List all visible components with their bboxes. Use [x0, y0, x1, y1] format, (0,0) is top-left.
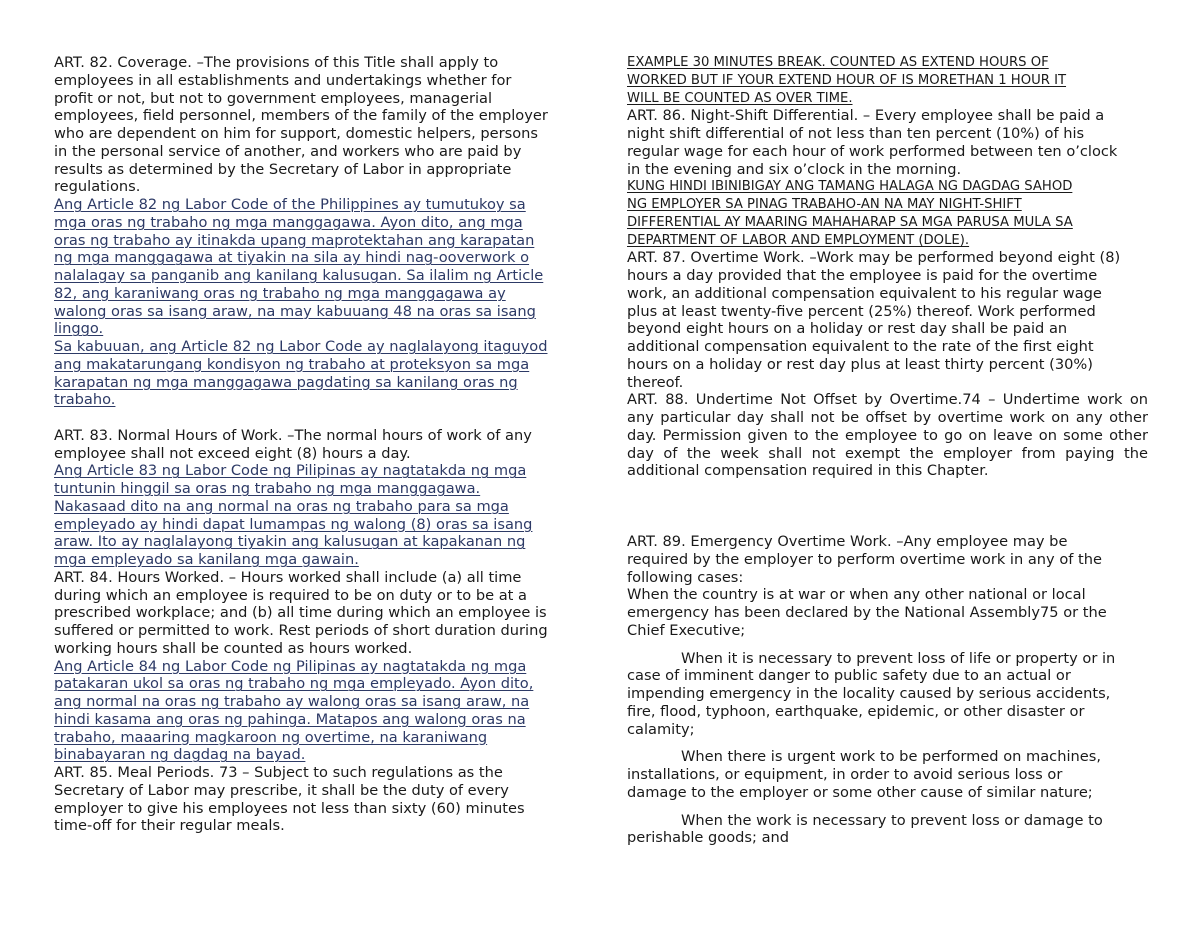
right-column — [627, 54, 1148, 847]
paragraph-spacer — [54, 409, 574, 427]
example-break-note: EXAMPLE 30 MINUTES BREAK. COUNTED AS EXTEND HOURS OF WORKED BUT IF YOUR EXTEND HOUR OF IS MORETHAN 1 HOUR IT WILL BE COUNTED AS OVER TIME. — [627, 55, 1067, 106]
art-88-undertime: ART. 88. Undertime Not Offset by Overtime.74 – Undertime work on any particular day shall not be offset by overtime work on any other day. Permission given to the employee to go on leave on some other day of the week shall not exempt the employer from paying the additional compensation required in this Chapter. — [627, 391, 1148, 480]
art-89-case-loss-of-life: When it is necessary to prevent loss of life or property or in case of imminent danger to public safety due to an actual or impending emergency in the locality caused by serious accidents, fire, flood, typhoon, earthquake, epidemic, or other disaster or calamity; — [627, 649, 1116, 738]
art-85-meal-periods: ART. 85. Meal Periods. 73 – Subject to such regulations as the Secretary of Labor may prescribe, it shall be the duty of every employer to give his employees not less than sixty (60) minutes time-off for their regular meals. — [54, 764, 525, 835]
art-84-tagalog-summary: Ang Article 84 ng Labor Code ng Pilipinas ay nagtatakda ng mga patakaran ukol sa oras ng trabaho ng mga empleyado. Ayon dito, ang normal na oras ng trabaho ay walong oras sa isang araw, na hindi kasama ang oras ng pahinga. Matapos ang walong oras na trabaho, maaaring magkaroon ng overtime, na karaniwang binabayaran ng dagdag na bayad. — [54, 657, 534, 764]
art-86-penalty-note: KUNG HINDI IBINIBIGAY ANG TAMANG HALAGA NG DAGDAG SAHOD NG EMPLOYER SA PINAG TRABAHO-AN NA MAY NIGHT-SHIFT DIFFERENTIAL AY MAARING MAHAHARAP SA MGA PARUSA MULA SA DEPARTMENT OF LABOR AND EMPLOYMENT (DOLE). — [627, 179, 1073, 248]
art-82-coverage: ART. 82. Coverage. –The provisions of this Title shall apply to employees in all establishments and undertakings whether for profit or not, but not to government employees, managerial employees, field personnel, members of the family of the employer who are dependent on him for support, domestic helpers, persons in the personal service of another, and workers who are paid by results as determined by the Secretary of Labor in appropriate regulations. — [54, 54, 548, 196]
art-86-night-shift: ART. 86. Night-Shift Differential. – Every employee shall be paid a night shift differential of not less than ten percent (10%) of his regular wage for each hour of work performed between ten o’clock in the evening and six o’clock in the morning. — [627, 107, 1118, 178]
art-83-normal-hours: ART. 83. Normal Hours of Work. –The normal hours of work of any employee shall not exceed eight (8) hours a day. — [54, 426, 532, 462]
art-89-case-urgent-work: When there is urgent work to be performed on machines, installations, or equipment, in order to avoid serious loss or damage to the employer or some other cause of similar nature; — [627, 748, 1101, 801]
art-87-overtime-work: ART. 87. Overtime Work. –Work may be performed beyond eight (8) hours a day provided that the employee is paid for the overtime work, an additional compensation equivalent to his regular wage plus at least twenty-five percent (25%) thereof. Work performed beyond eight hours on a holiday or rest day shall be paid an additional compensation equivalent to the rate of the first eight hours on a holiday or rest day plus at least thirty percent (30%) thereof. — [627, 249, 1121, 391]
art-82-tagalog-summary: Ang Article 82 ng Labor Code of the Philippines ay tumutukoy sa mga oras ng trabaho ng mga manggagawa. Ayon dito, ang mga oras ng trabaho ay itinakda upang maprotektahan ang karapatan ng mga manggagawa at tiyakin na sila ay hindi nag-ooverwork o nalalagay sa panganib ang kanilang kalusugan. Sa ilalim ng Article 82, ang karaniwang oras ng trabaho ng mga manggagawa ay walong oras sa isang araw, na may kabuuang 48 na oras sa isang linggo. — [54, 196, 544, 338]
art-89-case-perishable-goods: When the work is necessary to prevent loss or damage to perishable goods; and — [627, 811, 1103, 847]
art-89-emergency-overtime: ART. 89. Emergency Overtime Work. –Any employee may be required by the employer to perform overtime work in any of the following cases: When the country is at war or when any other national or local emergency has been declared by the National Assembly75 or the Chief Executive; — [627, 533, 1107, 639]
left-column — [54, 54, 574, 835]
art-82-tagalog-conclusion: Sa kabuuan, ang Article 82 ng Labor Code ay naglalayong itaguyod ang makatarungang kondisyon ng trabaho at proteksyon sa mga karapatan ng mga manggagawa pagdating sa kanilang oras ng trabaho. — [54, 338, 548, 409]
art-84-hours-worked: ART. 84. Hours Worked. – Hours worked shall include (a) all time during which an employee is required to be on duty or to be at a prescribed workplace; and (b) all time during which an employee is suffered or permitted to work. Rest periods of short duration during working hours shall be counted as hours worked. — [54, 568, 548, 657]
art-83-tagalog-summary: Ang Article 83 ng Labor Code ng Pilipinas ay nagtatakda ng mga tuntunin hinggil sa oras ng trabaho ng mga manggagawa. Nakasaad dito na ang normal na oras ng trabaho para sa mga empleyado ay hindi dapat lumampas ng walong (8) oras sa isang araw. Ito ay naglalayong tiyakin ang kalusugan at kapakanan ng mga empleyado sa kanilang mga gawain. — [54, 462, 533, 568]
section-spacer — [627, 480, 1148, 533]
